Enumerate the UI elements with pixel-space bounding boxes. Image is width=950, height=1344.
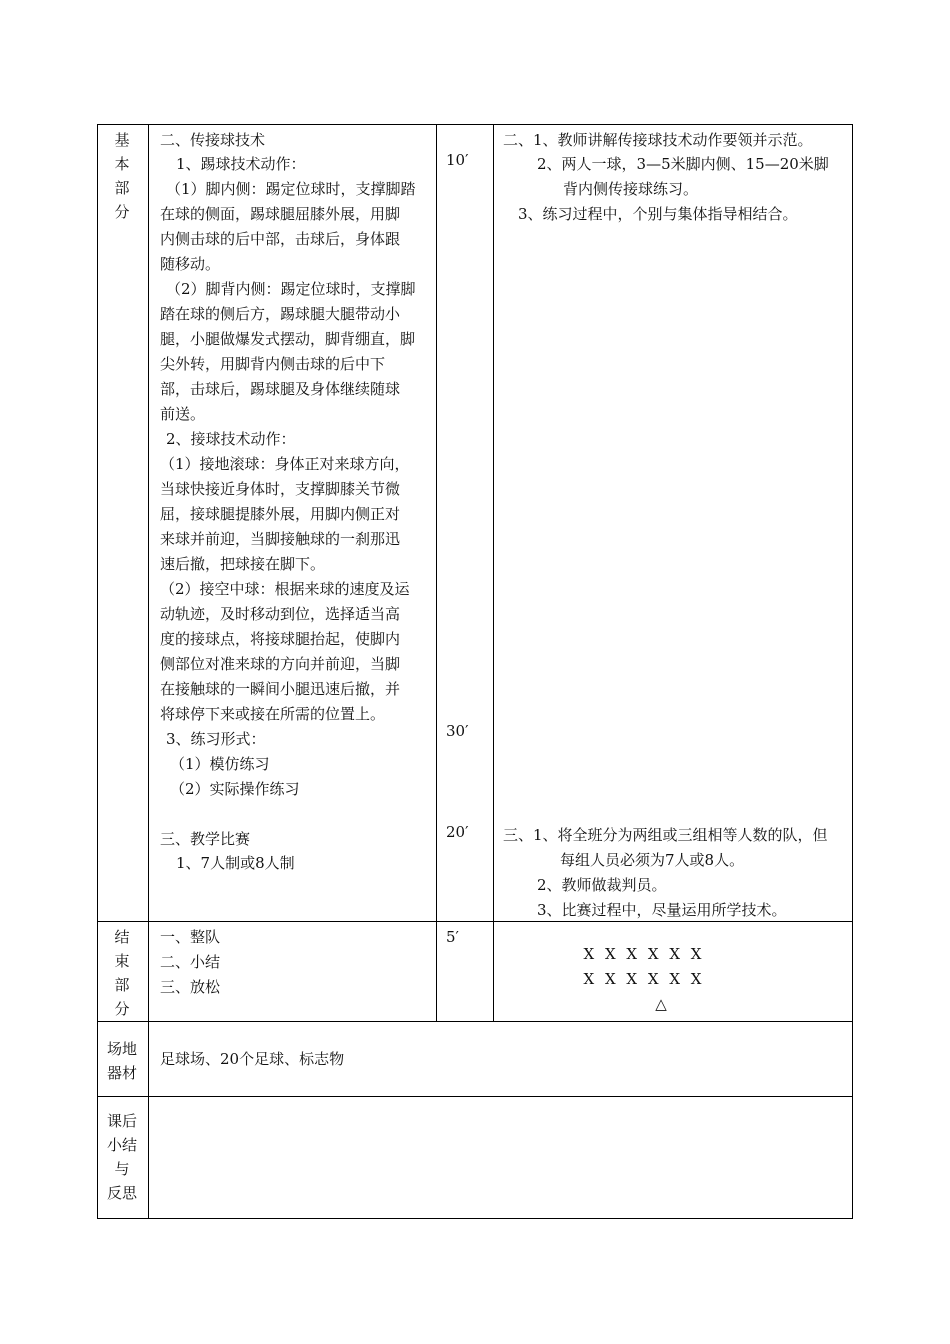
content-line: 动轨迹，及时移动到位，选择适当高 [160,605,401,623]
row-divider [97,1096,853,1097]
content-line: 来球并前迎，当脚接触球的一刹那迅 [160,530,401,548]
basic-section-label: 基 本 部 分 [114,131,130,221]
method-line: 三、1、将全班分为两组或三组相等人数的队，但 [503,826,828,844]
content-line: （2）接空中球：根据来球的速度及运 [160,580,410,598]
content-line: 腿，小腿做爆发式摆动，脚背绷直，脚 [160,330,416,348]
content-line: （2）脚背内侧：踢定位球时，支撑脚 [166,280,416,298]
content-line: 在球的侧面，踢球腿屈膝外展，用脚 [160,205,401,223]
row-divider [97,1021,853,1022]
content-line: 侧部位对准来球的方向并前迎，当脚 [160,655,401,673]
col-divider [148,124,149,1219]
content-line: 当球快接近身体时，支撑脚膝关节微 [160,480,401,498]
content-line: 2、接球技术动作： [166,430,296,448]
formation-row: X X X X X X [583,970,705,988]
content-line: 速后撤，把球接在脚下。 [160,555,326,573]
content-line: 度的接球点，将接球腿抬起，使脚内 [160,630,401,648]
method-line: 2、两人一球，3—5米脚内侧、15—20米脚 [537,155,829,173]
content-line: 随移动。 [160,255,221,273]
end-content-line: 三、放松 [160,978,221,996]
content-line: 三、教学比赛 [160,830,251,848]
reflection-section-label: 课后 小结 与 反思 [106,1112,137,1202]
content-line: （1）接地滚球：身体正对来球方向， [160,455,410,473]
content-line: 踏在球的侧后方，踢球腿大腿带动小 [160,305,401,323]
venue-content: 足球场、20个足球、标志物 [160,1050,345,1068]
formation-row: X X X X X X [583,945,705,963]
content-line: 1、7人制或8人制 [176,854,295,872]
col-divider [436,124,437,1022]
content-line: 屈，接球腿提膝外展，用脚内侧正对 [160,505,401,523]
content-line: 部，击球后，踢球腿及身体继续随球 [160,380,401,398]
content-line: 3、练习形式： [166,730,266,748]
time-allocation: 5′ [446,928,459,946]
content-line: （1）模仿练习 [170,755,270,773]
end-content-line: 二、小结 [160,953,221,971]
content-line: 1、踢球技术动作： [176,155,306,173]
time-allocation: 20′ [446,823,469,841]
content-line: 前送。 [160,405,206,423]
col-divider [493,124,494,1022]
end-section-label: 结 束 部 分 [114,928,130,1018]
content-line: 将球停下来或接在所需的位置上。 [160,705,386,723]
method-line: 3、练习过程中，个别与集体指导相结合。 [518,205,798,223]
method-line: 2、教师做裁判员。 [537,876,667,894]
method-line: 背内侧传接球练习。 [563,180,699,198]
teacher-marker: △ [655,995,667,1013]
content-line: （1）脚内侧：踢定位球时，支撑脚踏 [166,180,416,198]
content-line: 内侧击球的后中部，击球后，身体跟 [160,230,401,248]
time-allocation: 10′ [446,151,469,169]
content-line: 在接触球的一瞬间小腿迅速后撤，并 [160,680,401,698]
venue-section-label: 场地 器材 [106,1040,137,1082]
time-allocation: 30′ [446,722,469,740]
method-line: 二、1、教师讲解传接球技术动作要领并示范。 [503,131,813,149]
content-line: 二、传接球技术 [160,131,266,149]
content-line: （2）实际操作练习 [170,780,300,798]
content-line: 尖外转，用脚背内侧击球的后中下 [160,355,386,373]
method-line: 3、比赛过程中，尽量运用所学技术。 [537,901,787,919]
end-content-line: 一、整队 [160,928,221,946]
method-line: 每组人员必须为7人或8人。 [560,851,745,869]
